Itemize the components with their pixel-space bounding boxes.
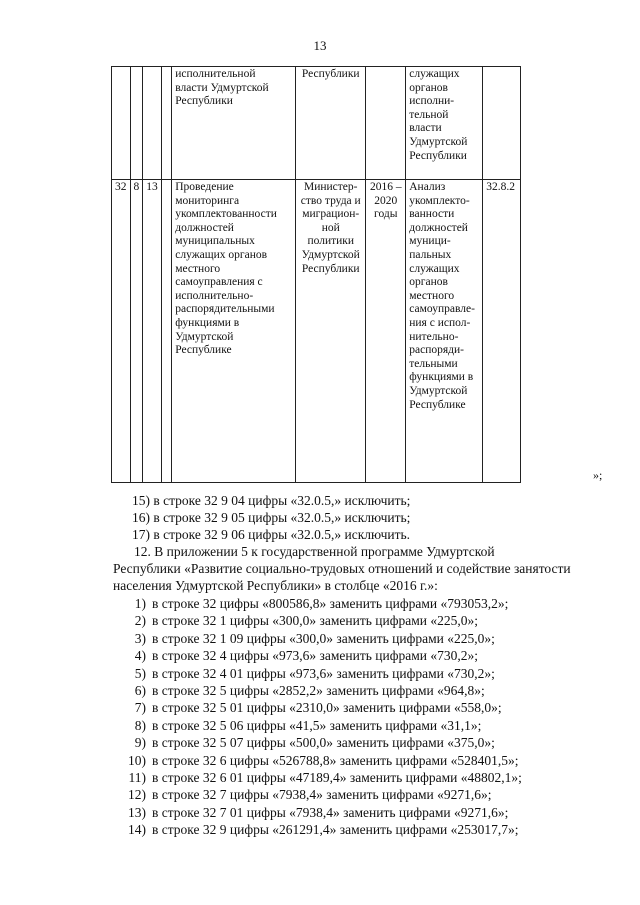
cell-line: муниципальных xyxy=(175,235,255,248)
list-number: 11) xyxy=(128,769,146,785)
cell-line: исполнительно- xyxy=(175,289,254,302)
cell-line: функциями в xyxy=(409,371,474,384)
list-number: 12) xyxy=(128,787,146,803)
cell-line: Республике xyxy=(409,398,466,411)
list-number: 3) xyxy=(134,630,146,646)
list-number: 7) xyxy=(134,700,146,716)
list-number: 8) xyxy=(134,717,146,733)
cell-line: годы xyxy=(374,208,398,221)
cell-line: местного xyxy=(175,262,221,275)
list-item xyxy=(113,769,593,786)
cell-line: местного xyxy=(409,289,455,302)
cell-empty xyxy=(162,67,172,180)
cell-line: исполни- xyxy=(409,95,455,108)
cell-line: Республики xyxy=(409,149,467,162)
cell-program: 32 xyxy=(112,180,131,483)
list-text: в строке 32 7 цифры «7938,4» заменить цифрами «9271,6»; xyxy=(152,787,492,803)
cell-line: ния с испол- xyxy=(409,316,471,329)
text-line: 15) в строке 32 9 04 цифры «32.0.5,» исключить; xyxy=(132,493,411,508)
list-text: в строке 32 5 06 цифры «41,5» заменить цифрами «31,1»; xyxy=(152,717,482,733)
list-item xyxy=(113,665,593,682)
cell-line: Анализ xyxy=(409,181,446,193)
list-text: в строке 32 6 цифры «526788,8» заменить цифрами «528401,5»; xyxy=(152,752,519,768)
list-number: 9) xyxy=(134,735,146,751)
cell-line: функциями в xyxy=(175,316,240,329)
text-line: 16) в строке 32 9 05 цифры «32.0.5,» исключить; xyxy=(132,510,411,525)
cell-line: укомплекто- xyxy=(409,194,470,207)
cell-activity: 13 xyxy=(143,180,162,483)
cell-line: Республике xyxy=(175,344,232,357)
cell-subprogram: 8 xyxy=(130,180,143,483)
cell-line: нительно- xyxy=(409,330,459,343)
cell-name xyxy=(172,67,296,180)
cell-subprogram xyxy=(130,67,143,180)
cell-line: Удмуртской xyxy=(409,384,468,397)
list-text: в строке 32 4 цифры «973,6» заменить цифрами «730,2»; xyxy=(152,648,478,664)
list-item xyxy=(113,752,593,769)
cell-line: Министер- xyxy=(303,181,358,193)
cell-line: служащих xyxy=(409,68,460,80)
cell-line: органов xyxy=(409,81,448,94)
cell-result xyxy=(406,180,483,483)
cell-line: власти Удмуртской xyxy=(175,81,269,94)
cell-line: муници- xyxy=(409,235,451,248)
amendment-list xyxy=(113,595,593,838)
cell-activity xyxy=(143,67,162,180)
cell-line: тельными xyxy=(409,357,458,370)
cell-line: служащих органов xyxy=(175,248,268,261)
cell-indicator xyxy=(483,67,521,180)
cell-line: 2016 – xyxy=(369,181,402,193)
list-text: в строке 32 5 01 цифры «2310,0» заменить цифрами «558,0»; xyxy=(152,700,502,716)
list-text: в строке 32 1 цифры «300,0» заменить цифрами «225,0»; xyxy=(152,613,478,629)
cell-empty xyxy=(162,180,172,483)
list-number: 6) xyxy=(134,682,146,698)
table-row xyxy=(112,67,521,180)
page-number: 13 xyxy=(313,38,327,53)
list-number: 2) xyxy=(134,613,146,629)
list-item xyxy=(113,734,593,751)
cell-period xyxy=(366,67,406,180)
cell-line: служащих xyxy=(409,262,460,275)
cell-line: должностей xyxy=(409,221,468,234)
cell-line: укомплектованности xyxy=(175,208,277,221)
list-item xyxy=(113,612,593,629)
paragraph-12 xyxy=(113,543,580,594)
cell-line: Республики xyxy=(301,262,360,275)
cell-line: Республики xyxy=(175,95,233,108)
cell-line: ной xyxy=(321,221,340,234)
text-line: 12. В приложении 5 к государственной программе Удмуртской xyxy=(134,544,495,559)
list-text: в строке 32 1 09 цифры «300,0» заменить цифрами «225,0»; xyxy=(152,630,495,646)
table-row xyxy=(112,180,521,483)
list-number: 1) xyxy=(134,596,146,611)
list-item xyxy=(113,699,593,716)
table-closing-quote: »; xyxy=(593,468,603,482)
list-item xyxy=(113,630,593,647)
cell-period xyxy=(366,180,406,483)
cell-executor xyxy=(296,180,366,483)
list-item xyxy=(113,647,593,664)
text-line: населения Удмуртской Республики» в столбце «2016 г.»: xyxy=(113,578,438,593)
list-text: в строке 32 7 01 цифры «7938,4» заменить цифрами «9271,6»; xyxy=(152,804,509,820)
list-item xyxy=(113,821,593,838)
text-line: 17) в строке 32 9 06 цифры «32.0.5,» исключить. xyxy=(132,527,411,542)
cell-line: Удмуртской xyxy=(301,248,360,261)
list-text: в строке 32 цифры «800586,8» заменить цифрами «793053,2»; xyxy=(152,596,509,611)
cell-result xyxy=(406,67,483,180)
list-item xyxy=(113,682,593,699)
cell-program xyxy=(112,67,131,180)
cell-line: миграцион- xyxy=(302,208,360,221)
cell-line: органов xyxy=(409,276,448,289)
cell-line: 2020 xyxy=(374,194,398,207)
text-line: Республики «Развитие социально-трудовых отношений и содействие занятости xyxy=(113,561,571,576)
cell-line: самоуправления с xyxy=(175,276,263,289)
cell-line: Проведение xyxy=(175,181,234,193)
cell-name xyxy=(172,180,296,483)
cell-line: тельной xyxy=(409,108,449,121)
cell-line: распоряди- xyxy=(409,344,464,357)
list-item xyxy=(113,595,593,612)
list-number: 4) xyxy=(134,648,146,664)
list-item xyxy=(113,786,593,803)
deletion-items xyxy=(113,492,580,543)
cell-line: власти xyxy=(409,122,442,135)
program-table xyxy=(111,66,521,483)
list-number: 13) xyxy=(128,804,146,820)
list-number: 10) xyxy=(128,752,146,768)
list-number: 5) xyxy=(134,665,146,681)
cell-line: Удмуртской xyxy=(175,330,234,343)
cell-line: мониторинга xyxy=(175,194,240,207)
list-text: в строке 32 5 07 цифры «500,0» заменить цифрами «375,0»; xyxy=(152,735,495,751)
cell-line: Удмуртской xyxy=(409,135,468,148)
cell-line: ванности xyxy=(409,208,455,221)
cell-line: пальных xyxy=(409,248,452,261)
cell-line: Республики xyxy=(301,68,360,80)
cell-line: политики xyxy=(307,235,355,248)
cell-line: самоуправле- xyxy=(409,303,475,316)
list-item xyxy=(113,804,593,821)
cell-indicator: 32.8.2 xyxy=(483,180,521,483)
cell-line: распорядительными xyxy=(175,303,275,316)
cell-line: ство труда и xyxy=(300,194,361,207)
cell-executor xyxy=(296,67,366,180)
list-item xyxy=(113,717,593,734)
list-text: в строке 32 6 01 цифры «47189,4» заменить цифрами «48802,1»; xyxy=(152,769,522,785)
cell-line: должностей xyxy=(175,221,234,234)
cell-line: исполнительной xyxy=(175,68,256,80)
list-text: в строке 32 4 01 цифры «973,6» заменить цифрами «730,2»; xyxy=(152,665,495,681)
list-number: 14) xyxy=(128,822,146,838)
list-text: в строке 32 9 цифры «261291,4» заменить цифрами «253017,7»; xyxy=(152,822,519,838)
list-text: в строке 32 5 цифры «2852,2» заменить цифрами «964,8»; xyxy=(152,682,485,698)
